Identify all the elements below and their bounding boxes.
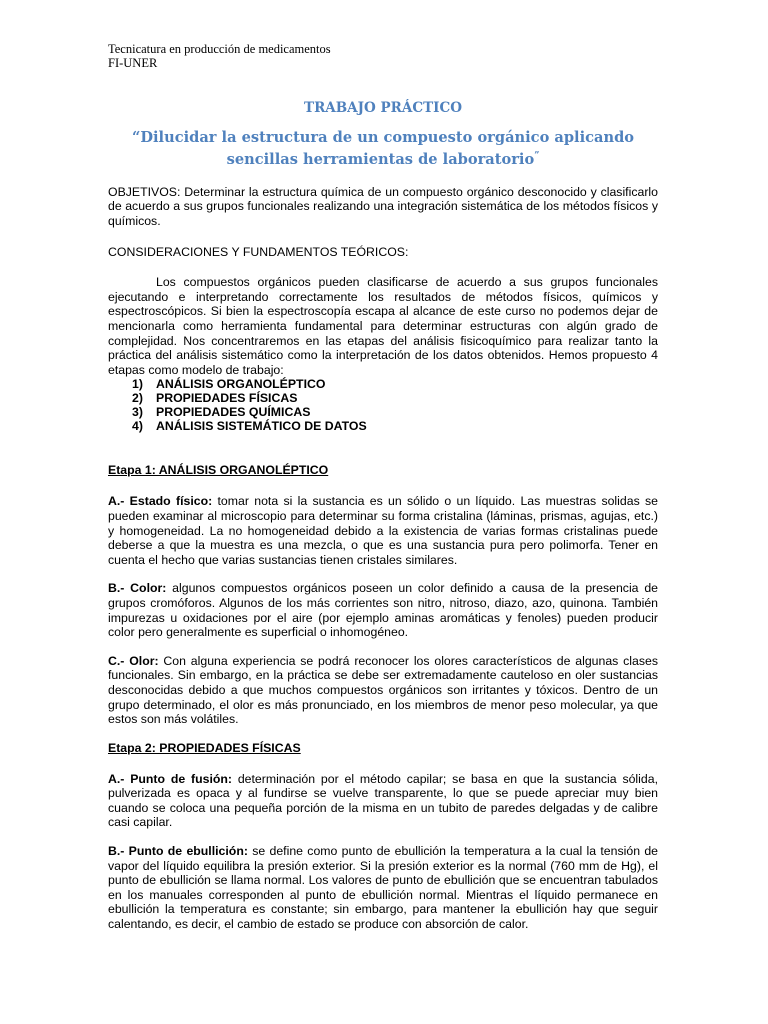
list-item-number: 1) xyxy=(132,377,143,392)
subtitle-closing-quote: ” xyxy=(534,151,540,161)
list-item xyxy=(132,391,658,405)
list-item-number: 3) xyxy=(132,405,143,420)
header-institution: FI-UNER xyxy=(108,56,158,70)
document-subtitle xyxy=(108,128,658,169)
list-item-number: 4) xyxy=(132,419,143,434)
stage2-boiling-point xyxy=(108,844,658,932)
boiling-point-lead: B.- Punto de ebullición: xyxy=(108,844,248,859)
odor-text: Con alguna experiencia se podrá reconocer los olores característicos de algunas clases funcionales. Sin embargo, en la práctica se debe ser extremadamente cauteloso en oler sustancias desconocidas debido a que muchos compuestos orgánicos son irritantes y tóxicos. Dentro de un grupo determinado, el olor es más pronunciado, en los miembros de menor peso molecular, ya que estos son más volátiles. xyxy=(108,653,658,727)
stage2-heading: Etapa 2: PROPIEDADES FÍSICAS xyxy=(108,740,301,755)
document-page xyxy=(108,42,658,932)
list-item xyxy=(132,377,658,391)
stage2-melting-point xyxy=(108,772,658,830)
list-item-number: 2) xyxy=(132,391,143,406)
melting-point-lead: A.- Punto de fusión: xyxy=(108,771,233,786)
melting-point-text: determinación por el método capilar; se basa en que la sustancia sólida, pulverizada es opaca y al fundirse se vuelve transparente, lo que se puede apreciar muy bien cuando se coloca una pequeña porción de la misma en un tubito de paredes delgadas y de calibre casi capilar. xyxy=(108,771,658,830)
header-program: Tecnicatura en producción de medicamentos xyxy=(108,42,331,56)
stage1-odor xyxy=(108,654,658,727)
considerations-heading: CONSIDERACIONES Y FUNDAMENTOS TEÓRICOS: xyxy=(108,244,409,259)
odor-lead: C.- Olor: xyxy=(108,653,159,668)
physical-state-lead: A.- Estado físico: xyxy=(108,494,213,509)
stages-list xyxy=(132,377,658,433)
list-item-label: PROPIEDADES QUÍMICAS xyxy=(156,405,311,420)
stage1-heading: Etapa 1: ANÁLISIS ORGANOLÉPTICO xyxy=(108,463,329,478)
color-lead: B.- Color: xyxy=(108,581,167,596)
boiling-point-text: se define como punto de ebullición la temperatura a la cual la tensión de vapor del líquido equilibra la presión exterior. Si la presión exterior es la normal (760 mm de Hg), el punto de ebullición se llama normal. Los valores de punto de ebullición que se encuentran tabulados en los manuales corresponden al punto de ebullición normal. Mientras el líquido permanece en ebullición la temperatura es constante; sin embargo, para mantener la ebullición hay que seguir calentando, es decir, el cambio de estado se produce con absorción de calor. xyxy=(108,844,659,932)
physical-state-text: tomar nota si la sustancia es un sólido o un líquido. Las muestras solidas se pueden examinar al microscopio para determinar su forma cristalina (láminas, prismas, agujas, etc.) y homogeneidad. La no homogeneidad debido a la existencia de varias formas cristalinas puede deberse a que la muestra es una mezcla, o que es una sustancia pura pero polimorfa. Tener en cuenta el hecho que varias sustancias tienen cristales similares. xyxy=(108,494,659,567)
list-item-label: ANÁLISIS ORGANOLÉPTICO xyxy=(156,377,326,392)
list-item xyxy=(132,419,658,433)
subtitle-text: “Dilucidar la estructura de un compuesto orgánico aplicando sencillas herramientas de laboratorio xyxy=(131,129,635,168)
intro-paragraph: Los compuestos orgánicos pueden clasificarse de acuerdo a sus grupos funcionales ejecutando e interpretando correctamente los resultados de métodos físicos, químicos y espectroscópicos. Si bien la espectroscopía escapa al alcance de este curso no podemos dejar de mencionarla como herramienta fundamental para determinar estructuras con algún grado de complejidad. Nos concentraremos en las etapas del análisis fisicoquímico para realizar tanto la práctica del análisis sistemático como la interpretación de los datos obtenidos. Hemos propuesto 4 etapas como modelo de trabajo: xyxy=(108,275,658,377)
stage1-color xyxy=(108,581,658,639)
list-item-label: PROPIEDADES FÍSICAS xyxy=(156,391,298,406)
color-text: algunos compuestos orgánicos poseen un color definido a causa de la presencia de grupos cromóforos. Algunos de los más corrientes son nitro, nitroso, diazo, azo, quinona. También impurezas u oxidaciones por el aire (por ejemplo aminas aromáticas y fenoles) pueden producir color pero generalmente es superficial o inhomogéneo. xyxy=(108,581,658,640)
document-title: TRABAJO PRÁCTICO xyxy=(304,100,462,116)
list-item-label: ANÁLISIS SISTEMÁTICO DE DATOS xyxy=(156,419,367,434)
objectives-paragraph: OBJETIVOS: Determinar la estructura química de un compuesto orgánico desconocido y clasificarlo de acuerdo a sus grupos funcionales realizando una integración sistemática de los métodos físicos y químicos. xyxy=(108,184,658,229)
stage1-physical-state xyxy=(108,494,658,567)
list-item xyxy=(132,405,658,419)
